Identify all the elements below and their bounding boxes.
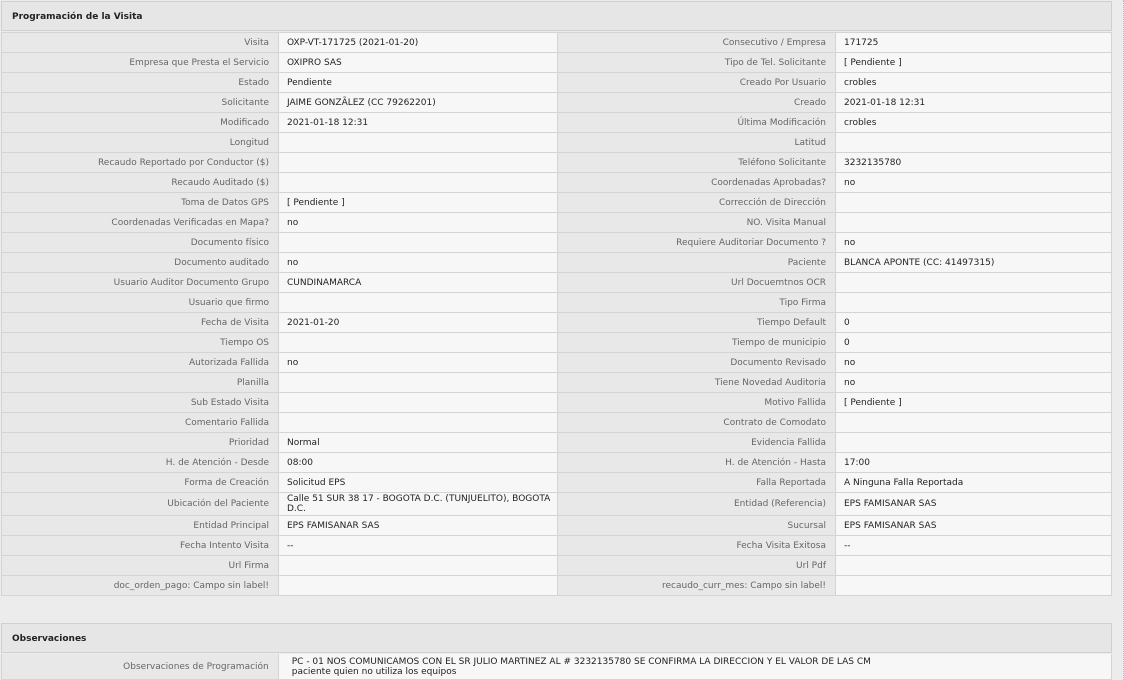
field-value: JAIME GONZÃLEZ (CC 79262201) (279, 93, 558, 113)
details-row (2, 556, 1112, 576)
details-row (2, 393, 1112, 413)
field-label: Url Pdf (558, 556, 836, 576)
details-row (2, 73, 1112, 93)
details-row (2, 53, 1112, 73)
field-label: H. de Atención - Hasta (558, 453, 836, 473)
field-label: Solicitante (2, 93, 279, 113)
field-label: Tiempo Default (558, 313, 836, 333)
field-value: no (836, 173, 1112, 193)
field-label: H. de Atención - Desde (2, 453, 279, 473)
field-value (279, 153, 558, 173)
details-row (2, 313, 1112, 333)
field-value (836, 293, 1112, 313)
field-value: OXIPRO SAS (279, 53, 558, 73)
field-label: Tipo Firma (558, 293, 836, 313)
field-value (836, 556, 1112, 576)
details-row (2, 233, 1112, 253)
field-value (279, 393, 558, 413)
field-value: no (836, 373, 1112, 393)
field-value (279, 373, 558, 393)
details-row (2, 253, 1112, 273)
field-label: Estado (2, 73, 279, 93)
field-label: Tiene Novedad Auditoria (558, 373, 836, 393)
observaciones-text: PC - 01 NOS COMUNICAMOS CON EL SR JULIO MARTINEZ AL # 3232135780 SE CONFIRMA LA DIRECCION Y EL VALOR DE LAS CM paciente quien no utiliza los equipos (291, 657, 871, 677)
field-label: Toma de Datos GPS (2, 193, 279, 213)
field-value: no (279, 353, 558, 373)
field-label: Usuario que firmo (2, 293, 279, 313)
field-label: Recaudo Reportado por Conductor ($) (2, 153, 279, 173)
field-value: OXP-VT-171725 (2021-01-20) (279, 33, 558, 53)
field-label: Visita (2, 33, 279, 53)
field-value (279, 293, 558, 313)
details-row (2, 173, 1112, 193)
field-value: 0 (836, 333, 1112, 353)
field-label: Falla Reportada (558, 473, 836, 493)
field-value: [ Pendiente ] (836, 53, 1112, 73)
field-value (836, 133, 1112, 153)
field-label: Creado Por Usuario (558, 73, 836, 93)
field-label: Coordenadas Verificadas en Mapa? (2, 213, 279, 233)
field-label: Fecha Intento Visita (2, 536, 279, 556)
field-label: recaudo_curr_mes: Campo sin label! (558, 576, 836, 596)
details-row (2, 273, 1112, 293)
field-value: Pendiente (279, 73, 558, 93)
field-value: no (279, 213, 558, 233)
field-value (836, 273, 1112, 293)
field-label: Autorizada Fallida (2, 353, 279, 373)
details-row (2, 193, 1112, 213)
field-label: NO. Visita Manual (558, 213, 836, 233)
field-value: no (279, 253, 558, 273)
observaciones-section-title: Observaciones (12, 634, 87, 644)
field-label: Url Firma (2, 556, 279, 576)
details-row (2, 353, 1112, 373)
field-value (279, 333, 558, 353)
field-value: crobles (836, 73, 1112, 93)
field-label: Teléfono Solicitante (558, 153, 836, 173)
field-value: Solicitud EPS (279, 473, 558, 493)
field-label: Ubicación del Paciente (2, 493, 279, 516)
field-label: Documento auditado (2, 253, 279, 273)
field-label: Prioridad (2, 433, 279, 453)
observaciones-row (1, 654, 1112, 680)
field-label: Paciente (558, 253, 836, 273)
field-value: 2021-01-18 12:31 (279, 113, 558, 133)
field-value (279, 556, 558, 576)
field-label: Requiere Auditoriar Documento ? (558, 233, 836, 253)
field-value (836, 576, 1112, 596)
field-value: [ Pendiente ] (836, 393, 1112, 413)
field-label: Tiempo de municipio (558, 333, 836, 353)
field-label: Modificado (2, 113, 279, 133)
field-label: Fecha de Visita (2, 313, 279, 333)
details-row (2, 453, 1112, 473)
details-row (2, 576, 1112, 596)
observaciones-value (279, 654, 1112, 680)
field-value: EPS FAMISANAR SAS (279, 516, 558, 536)
field-value: crobles (836, 113, 1112, 133)
field-value: 171725 (836, 33, 1112, 53)
details-row (2, 536, 1112, 556)
field-label: Coordenadas Aprobadas? (558, 173, 836, 193)
field-value: Normal (279, 433, 558, 453)
programacion-details-grid (1, 32, 1112, 596)
field-label: Recaudo Auditado ($) (2, 173, 279, 193)
field-value: -- (279, 536, 558, 556)
field-value: 2021-01-20 (279, 313, 558, 333)
details-row (2, 373, 1112, 393)
field-label: Empresa que Presta el Servicio (2, 53, 279, 73)
details-row (2, 473, 1112, 493)
field-value (279, 133, 558, 153)
field-label: Fecha Visita Exitosa (558, 536, 836, 556)
field-label: Longitud (2, 133, 279, 153)
field-value: 0 (836, 313, 1112, 333)
field-value: EPS FAMISANAR SAS (836, 516, 1112, 536)
field-label: Entidad Principal (2, 516, 279, 536)
details-row (2, 293, 1112, 313)
field-value: EPS FAMISANAR SAS (836, 493, 1112, 516)
field-label: doc_orden_pago: Campo sin label! (2, 576, 279, 596)
field-label: Tipo de Tel. Solicitante (558, 53, 836, 73)
field-label: Sub Estado Visita (2, 393, 279, 413)
field-label: Url Docuemtnos OCR (558, 273, 836, 293)
field-value (836, 213, 1112, 233)
field-value: 17:00 (836, 453, 1112, 473)
field-label: Documento físico (2, 233, 279, 253)
field-value (836, 433, 1112, 453)
field-label: Documento Revisado (558, 353, 836, 373)
field-value (836, 193, 1112, 213)
field-value: BLANCA APONTE (CC: 41497315) (836, 253, 1112, 273)
field-label: Planilla (2, 373, 279, 393)
field-value: no (836, 233, 1112, 253)
field-value (279, 413, 558, 433)
details-row (2, 93, 1112, 113)
field-label: Última Modificación (558, 113, 836, 133)
field-value (836, 413, 1112, 433)
field-label: Consecutivo / Empresa (558, 33, 836, 53)
details-row (2, 493, 1112, 516)
field-label: Evidencia Fallida (558, 433, 836, 453)
field-value (279, 173, 558, 193)
field-value: no (836, 353, 1112, 373)
field-value: A Ninguna Falla Reportada (836, 473, 1112, 493)
details-row (2, 516, 1112, 536)
field-label: Creado (558, 93, 836, 113)
section-gap (0, 597, 1122, 623)
field-value: -- (836, 536, 1112, 556)
field-value: Calle 51 SUR 38 17 - BOGOTA D.C. (TUNJUELITO), BOGOTA D.C. (279, 493, 558, 516)
details-row (2, 153, 1112, 173)
field-value (279, 233, 558, 253)
programacion-section-header (1, 1, 1112, 31)
field-label: Contrato de Comodato (558, 413, 836, 433)
details-row (2, 433, 1112, 453)
details-row (2, 133, 1112, 153)
details-row (2, 33, 1112, 53)
field-label: Entidad (Referencia) (558, 493, 836, 516)
field-label: Corrección de Dirección (558, 193, 836, 213)
details-row (2, 333, 1112, 353)
field-label: Motivo Fallida (558, 393, 836, 413)
field-value: 08:00 (279, 453, 558, 473)
field-label: Comentario Fallida (2, 413, 279, 433)
field-value: 2021-01-18 12:31 (836, 93, 1112, 113)
observaciones-section-header (1, 623, 1112, 653)
details-row (2, 413, 1112, 433)
field-value: [ Pendiente ] (279, 193, 558, 213)
programacion-section-title: Programación de la Visita (12, 12, 143, 22)
field-label: Forma de Creación (2, 473, 279, 493)
field-value: 3232135780 (836, 153, 1112, 173)
field-label: Latitud (558, 133, 836, 153)
field-value: CUNDINAMARCA (279, 273, 558, 293)
field-value (279, 576, 558, 596)
field-label: Tiempo OS (2, 333, 279, 353)
details-row (2, 113, 1112, 133)
field-label: Usuario Auditor Documento Grupo (2, 273, 279, 293)
observaciones-label: Observaciones de Programación (2, 654, 279, 680)
field-label: Sucursal (558, 516, 836, 536)
details-row (2, 213, 1112, 233)
